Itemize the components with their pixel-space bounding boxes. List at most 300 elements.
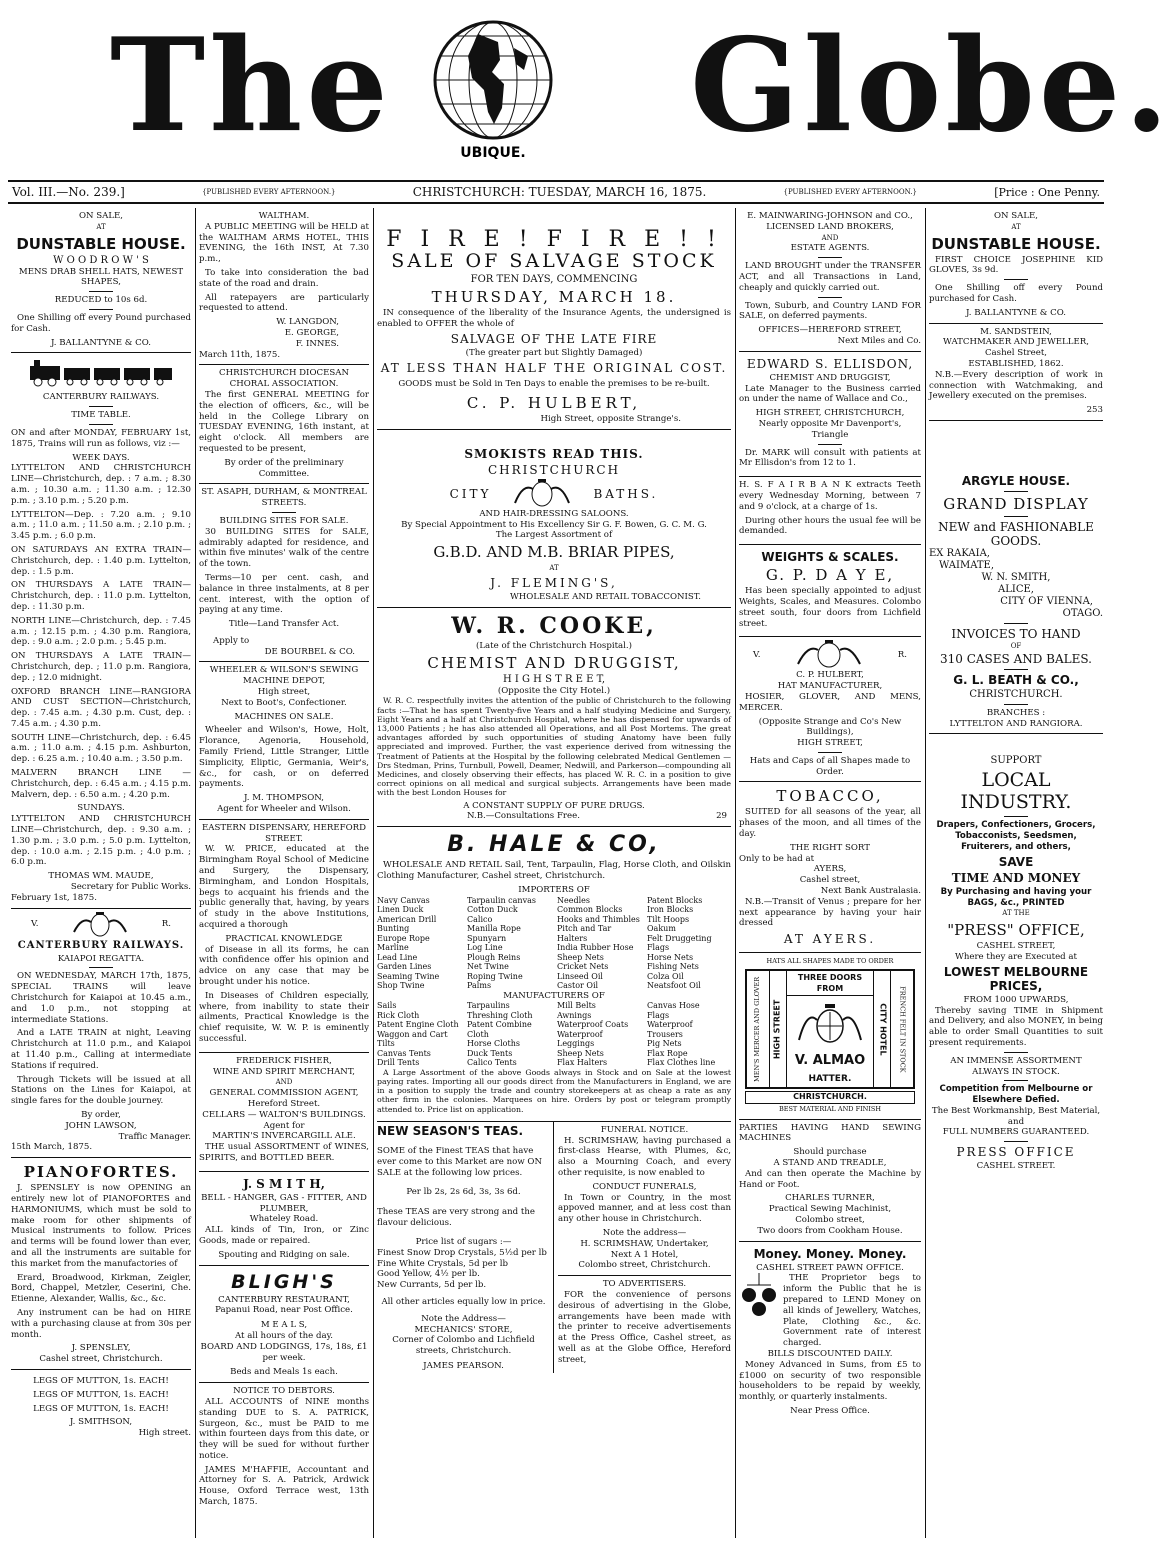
weights-scales-ad [739, 545, 921, 637]
list-item: Patent Blocks [647, 895, 703, 905]
ad-line: CASHEL STREET PAWN OFFICE. [756, 1262, 904, 1273]
ad-text: FOR the convenience of persons desirous of advertising in the Globe, arrangements have been made with the printer to receive advertisements at the Press Office, Cashel street, as well as at the Globe Office, Hereford street, [558, 1290, 731, 1365]
ad-text: In Town or Country, in the most appoved manner, and at less cost than any other house in Christchurch. [558, 1192, 731, 1225]
almao-hatter-ad [739, 953, 921, 1119]
list-item: Iron Blocks [647, 905, 694, 915]
ad-line: Two doors from Cookham House. [757, 1225, 903, 1236]
kaiapoi-regatta-ad [11, 909, 191, 1159]
list-item: Awnings [557, 1010, 592, 1020]
list-item: Waggon and Cart Tilts [377, 1029, 448, 1049]
list-column [377, 1001, 461, 1068]
list-item: Canvas Hose [647, 1001, 700, 1011]
ad-line: Cashel street, Christchurch. [39, 1354, 163, 1365]
ad-heading: F I R E ! F I R E ! ! [386, 227, 722, 252]
funeral-and-advertisers [558, 1122, 731, 1373]
ad-line: SAVE [998, 854, 1034, 869]
royal-arms-icon [511, 479, 573, 509]
ad-text: Dr. MARK will consult with patients at Mr Ellisdon's from 12 to 1. [739, 447, 921, 469]
ad-line: CHRISTCHURCH. [969, 688, 1063, 700]
list-item: Sheep Nets [557, 1048, 604, 1058]
ad-line: CELLARS — WALTON'S BUILDINGS. [202, 1109, 366, 1120]
pianofortes-ad [11, 1158, 191, 1370]
divider [89, 424, 113, 425]
ad-line: All other articles equally low in price. [381, 1297, 546, 1308]
ad-line: V. [31, 919, 39, 930]
divider [272, 512, 296, 513]
royal-arms-icon [70, 912, 130, 938]
ad-line: By order of the preliminary Committee. [224, 457, 344, 479]
ad-line: Practical Sewing Machinist, [768, 1204, 892, 1215]
ad-heading: V. ALMAO [794, 1052, 866, 1068]
list-item: Plough Reins [467, 952, 521, 962]
plumber-ad [199, 1172, 369, 1266]
ad-heading: B. HALE & CO, [447, 832, 661, 858]
ad-line: FOR TEN DAYS, COMMENCING [470, 273, 638, 285]
choral-association-ad [199, 365, 369, 484]
divider [818, 297, 842, 298]
ad-text: ALL kinds of Tin, Iron, or Zinc Goods, made or repaired. [199, 1225, 369, 1246]
list-item: Tarpaulins [467, 1001, 510, 1011]
train-icon [26, 360, 176, 388]
ad-line: High Street, opposite Strange's. [540, 413, 681, 424]
ad-line: LEGS OF MUTTON, 1s. EACH! [33, 1375, 169, 1386]
ad-line: KAIAPOI REGATTA. [57, 953, 145, 964]
ad-heading: TO ADVERTISERS. [602, 1279, 687, 1290]
ad-text: A Large Assortment of the above Goods always in Stock and on Sale at the lowest paying rates. Importing all our goods direct from the Manufacturers in England, we are in a position to supply the trade and country storekeepers at as cheap a rate as any other firm in the colonies. Marquees on hire. Orders by post or telegram promptly attended to. Price list on application. [377, 1067, 731, 1114]
ad-signature: J. BALLANTYNE & CO. [965, 307, 1067, 318]
ad-line: Colombo street, Christchurch. [578, 1260, 711, 1271]
divider [89, 406, 113, 407]
ad-line: Agent for Wheeler and Wilson. [217, 804, 351, 815]
sewing-machines-stand-ad [739, 1120, 921, 1242]
ad-text: The first GENERAL MEETING for the election of officers, &c., will be held in the College Library on TUESDAY EVENING, 16th instant, at eight o'clock. All members are requested to be present, [199, 389, 369, 454]
ad-line: (The greater part but Slightly Damaged) [465, 348, 643, 359]
ad-line: The Largest Assortment of [495, 530, 613, 541]
ad-heading: SMOKISTS READ THIS. [464, 446, 644, 461]
ad-text: And a LATE TRAIN at night, Leaving Christchurch at 11.0 p.m., and Kaiapoi at 11.40 p.m., Calling at intermediate Stations if required. [11, 1028, 191, 1071]
ad-line: SUNDAYS. [77, 803, 125, 814]
ad-text: Any instrument can be had on HIRE with a purchasing clause at from 30s per month. [11, 1307, 191, 1340]
ad-line: OTAGO. [1062, 607, 1103, 619]
ad-line: GENERAL COMMISSION AGENT, [209, 1088, 359, 1099]
ad-heading: W. R. COOKE, [451, 612, 657, 639]
ellisdon-chemist-ad [739, 352, 921, 477]
wine-merchant-ad [199, 1053, 369, 1172]
ad-heading: BLIGH'S [231, 1270, 337, 1293]
list-item: Oakum [647, 924, 676, 934]
ad-signature: J. M. THOMPSON, [244, 793, 324, 804]
list-item: Europe Rope [377, 933, 430, 943]
divider [1004, 623, 1028, 624]
ad-line: ALWAYS IN STOCK. [972, 1066, 1060, 1077]
ad-line: 253 [1086, 405, 1103, 416]
argyle-house-ad [929, 421, 1103, 734]
list-item: Tarpaulin canvas [467, 895, 536, 905]
funeral-notice-ad [558, 1122, 731, 1276]
ad-line: By Purchasing and having your BAGS, &c., PRINTED [940, 886, 1092, 908]
timetable-line: NORTH LINE—Christchurch, dep. : 7.45 a.m. ; 12.15 p.m. ; 4.30 p.m. Rangiora, dep. : 9.0 a.m. ; 2.0 p.m. ; 5.45 p.m. [11, 615, 191, 648]
ad-line: AT [96, 222, 106, 231]
ad-line: Should purchase [793, 1147, 867, 1158]
ad-heading: PIANOFORTES. [23, 1163, 179, 1182]
land-brokers-ad [739, 208, 921, 352]
ad-line: W O O D R O W ' S [53, 254, 149, 266]
notice-to-debtors-ad [199, 1383, 369, 1515]
ad-line: MANUFACTURERS OF [503, 990, 605, 1001]
masthead-title-left: The [110, 11, 392, 161]
column-5 [926, 208, 1106, 1538]
ad-text: PARTIES HAVING HAND SEWING MACHINES [739, 1122, 921, 1144]
ad-line: BRANCHES : [986, 707, 1046, 718]
divider [1004, 1080, 1028, 1081]
ad-line: GRAND DISPLAY [943, 494, 1089, 513]
royal-arms-icon [795, 1004, 865, 1048]
column-3 [374, 208, 734, 1538]
fire-sale-ad [377, 208, 731, 430]
ad-line: R. [897, 649, 907, 660]
list-item: Rick Cloth [377, 1010, 420, 1020]
ad-line: BELL - HANGER, GAS - FITTER, AND PLUMBER, [201, 1192, 367, 1214]
ad-line: NEW and FASHIONABLE [938, 519, 1094, 534]
ad-line: Cashel street, [799, 875, 861, 886]
list-column [557, 896, 641, 991]
list-column [377, 896, 461, 991]
list-item: India Rubber Hose [557, 943, 634, 953]
ad-line: LYTTELTON AND RANGIORA. [949, 718, 1083, 729]
ad-text: N.B.—Every description of work in connection with Watchmaking, and Jewellery executed on the premises. [929, 369, 1103, 402]
ad-line: Traffic Manager. [118, 1131, 191, 1142]
list-item: Flax Rope [647, 1048, 688, 1058]
b-hale-ad [377, 827, 731, 1122]
ad-text: Wheeler and Wilson's, Howe, Holt, Florance, Agenoria, Household, Family Friend, Little Stranger, Little Simplicity, Eliptic, Germania, Weir's, &c., for cash, or on deferred payments. [199, 725, 369, 790]
ad-signature: JOHN LAWSON, [65, 1120, 137, 1131]
chemist-cooke-ad [377, 608, 731, 827]
ad-line: MEN'S MERCER AND GLOVER [753, 976, 762, 1082]
list-item: Calico [467, 914, 493, 924]
ad-date: March 11th, 1875. [199, 349, 281, 360]
ad-line: CHRISTCHURCH [487, 462, 621, 477]
hat-manufacturer-ad [739, 637, 921, 782]
watchmaker-ad [929, 324, 1103, 421]
list-item: Fishing Nets [647, 962, 699, 972]
ad-text: THE Proprietor begs to inform the Public that he is prepared to LEND Money on all kinds of Jewellery, Watches, Plate, Clothing &c., &c. Government rate of interest charged. [783, 1273, 921, 1349]
ad-line: Beds and Meals 1s each. [230, 1367, 338, 1378]
ad-line: CITY [449, 486, 492, 501]
city-baths-ad [377, 430, 731, 608]
ad-line: HIGH STREET, CHRISTCHURCH, [755, 408, 905, 419]
ad-signature: E. GEORGE, [284, 327, 339, 338]
ad-line: Title—Land Transfer Act. [228, 619, 340, 630]
list-item: Linseed Oil [557, 971, 603, 981]
ad-line: Next Miles and Co. [837, 335, 921, 346]
ad-line: Spouting and Ridging on sale. [218, 1249, 350, 1260]
list-item: Mill Belts [557, 1001, 596, 1011]
divider [1004, 516, 1028, 517]
ad-line: A CONSTANT SUPPLY OF PURE DRUGS. [463, 800, 645, 811]
list-item: Seaming Twine [377, 971, 440, 981]
ad-line: Papanui Road, near Post Office. [215, 1305, 353, 1316]
dunstable-house-ad [11, 208, 191, 353]
ad-line: HAT MANUFACTURER, [777, 681, 883, 692]
ad-line: CANTERBURY RESTAURANT, [218, 1294, 350, 1305]
ad-line: BEST MATERIAL AND FINISH [778, 1104, 882, 1113]
ad-text: And can then operate the Machine by Hand or Foot. [739, 1168, 921, 1190]
list-item: Patent Combine Cloth [467, 1020, 532, 1039]
list-item: Good Yellow, 4½ per lb. [377, 1269, 480, 1280]
ad-signature: JAMES M'HAFFIE, Accountant and Attorney for S. A. Patrick, Ardwick House, Oxford Terrace west, 13th March, 1875. [199, 1464, 369, 1508]
waltham-meeting-ad [199, 208, 369, 365]
ad-signature: DE BOURBEL & CO. [264, 646, 355, 657]
bottom-split [377, 1122, 731, 1373]
ad-line: BATHS. [593, 486, 659, 501]
ad-heading: FUNERAL NOTICE. [600, 1124, 689, 1135]
ad-line: ESTATE AGENTS. [790, 243, 870, 254]
ad-line: Competition from Melbourne or Elsewhere Defied. [939, 1084, 1093, 1106]
timetable-line: ON SATURDAYS AN EXTRA TRAIN—Christchurch, dep. : 1.40 p.m. Lyttelton, dep. : 1.5 p.m. [11, 544, 191, 577]
timetable-line: LYTTELTON—Dep. : 7.20 a.m. ; 9.10 a.m. ; 11.0 a.m. ; 11.50 a.m. ; 2.10 p.m. ; 3.45 p.m. ; 6.0 p.m. [11, 509, 191, 542]
published-note-right: {PUBLISHED EVERY AFTERNOON.} [783, 188, 917, 196]
ad-text: ALL ACCOUNTS of NINE months standing DUE to S. A. PATRICK, Surgeon, &c., must be PAID to me within fourteen days from this date, or they will be sued for without further notice. [199, 1396, 369, 1461]
ad-line: Drapers, Confectioners, Grocers, Tobacconists, Seedsmen, Fruiterers, and others, [936, 820, 1096, 852]
list-item: Horse Nets [647, 952, 694, 962]
divider [89, 309, 113, 310]
ad-text: H. S. F A I R B A N K extracts Teeth every Wednesday Morning, between 7 and 9 o'clock, at a charge of 1s. [739, 480, 921, 512]
list-item: Sails [377, 1001, 397, 1011]
list-item: Navy Canvas [377, 895, 430, 905]
legs-of-mutton-ad [11, 1370, 191, 1443]
ad-line: Next to Boot's, Confectioner. [221, 697, 347, 708]
city-date: CHRISTCHURCH: TUESDAY, MARCH 16, 1875. [412, 185, 707, 199]
ad-signature: J. SPENSLEY, [71, 1343, 131, 1354]
ad-text: LAND BROUGHT under the TRANSFER ACT, and all Transactions in Land, cheaply and quickly carried out. [739, 261, 921, 293]
dateline [8, 180, 1104, 204]
ad-text: Money Advanced in Sums, from £5 to £1000 on security of two responsible householders to be repaid by weekly, monthly, or quarterly instalments. [739, 1359, 921, 1403]
pawn-balls-icon [739, 1273, 779, 1319]
ad-text: WHOLESALE AND RETAIL Sail, Tent, Tarpaulin, Flag, Horse Cloth, and Oilskin Clothing Manufacturer, Cashel street, Christchurch. [377, 860, 731, 881]
ad-heading: EDWARD S. ELLISDON, [746, 356, 914, 371]
list-item: Colza Oil [647, 971, 684, 981]
divider [1004, 816, 1028, 817]
ad-line: CHRISTCHURCH. [745, 1091, 915, 1104]
ad-signature: JAMES PEARSON. [423, 1361, 504, 1372]
ad-text: of Disease in all its forms, he can with confidence offer his opinion and advice on any case that may be brought under his notice. [199, 944, 369, 987]
ad-text: All ratepayers are particularly requested to attend. [199, 292, 369, 314]
list-item: Palms [467, 981, 492, 991]
ad-text: FIRST CHOICE JOSEPHINE KID GLOVES, 3s 9d. [929, 254, 1103, 276]
list-item: Shop Twine [377, 981, 425, 991]
ad-heading: WHEELER & WILSON'S SEWING MACHINE DEPOT, [209, 665, 359, 687]
list-item: Neatsfoot Oil [647, 981, 701, 991]
ad-heading: CANTERBURY RAILWAYS. [42, 392, 160, 403]
ad-line: AT AYERS. [783, 932, 877, 947]
list-item: Flax Halters [557, 1058, 608, 1068]
ad-line: Price list of sugars :— [415, 1237, 512, 1248]
ad-line: IMPORTERS OF [518, 884, 590, 895]
ad-line: TIME AND MONEY [951, 870, 1081, 885]
masthead-motto: UBIQUE. [460, 145, 526, 161]
ad-heading: DUNSTABLE HOUSE. [931, 234, 1101, 253]
ad-heading: NOTICE TO DEBTORS. [233, 1386, 335, 1397]
column-1 [8, 208, 194, 1538]
masthead-title-right: Globe. [690, 11, 1173, 161]
list-item: Horse Cloths [467, 1039, 520, 1049]
list-item: Felt Druggeting [647, 933, 712, 943]
ad-signature: G. L. BEATH & CO., [953, 672, 1079, 687]
divider [1004, 1141, 1028, 1142]
globe-icon [418, 12, 568, 162]
ad-line: LICENSED LAND BROKERS, [766, 221, 894, 232]
ad-line: N.B.—Consultations Free. [467, 811, 580, 822]
ad-heading: NEW SEASON'S TEAS. [377, 1123, 524, 1138]
ad-line: FULL NUMBERS GUARANTEED. [942, 1127, 1090, 1138]
ad-heading: C. P. HULBERT, [796, 670, 864, 681]
list-item: Halters [557, 933, 588, 943]
list-item: Needles [557, 895, 590, 905]
list-column [467, 1001, 551, 1068]
ad-signature: J. FLEMING'S, [490, 575, 618, 590]
ad-text: J. SPENSLEY is now OPENING an entirely new lot of PIANOFORTES and HARMONIUMS, which must be sold to make room for other shipments of Musical instruments to follow. Prices and terms will be found lower than ever, and all the instruments are suitable for this market from the manufactories of [11, 1183, 191, 1269]
ad-text: One Shilling off every Pound purchased for Cash. [929, 283, 1103, 304]
to-advertisers-ad [558, 1276, 731, 1372]
list-item: Net Twine [467, 962, 509, 972]
ad-heading: M. SANDSTEIN, [980, 326, 1052, 337]
list-column [557, 1001, 641, 1068]
ad-line: CHEMIST AND DRUGGIST, [769, 372, 891, 383]
timetable-line: MALVERN BRANCH LINE — Christchurch, dep. : 6.45 a.m. ; 4.15 p.m. Malvern, dep. : 6.50 a.m. ; 4.20 p.m. [11, 768, 191, 800]
ad-heading: FREDERICK FISHER, [236, 1055, 332, 1066]
ad-text: THE usual ASSORTMENT of WINES, SPIRITS, and BOTTLED BEER. [199, 1142, 369, 1163]
ad-text: During other hours the usual fee will be demanded. [739, 515, 921, 537]
ad-text: IN consequence of the liberality of the Insurance Agents, the undersigned is enabled to OFFER the whole of [377, 307, 731, 329]
ad-line: AT [549, 564, 559, 573]
divider [89, 967, 113, 968]
ad-line: MENS DRAB SHELL HATS, NEWEST SHAPES, [18, 266, 184, 288]
ad-line: BILLS DISCOUNTED DAILY. [767, 1348, 893, 1359]
ad-line: WAIMATE, [939, 559, 995, 571]
ad-line: MECHANICS' STORE, [414, 1324, 513, 1335]
ad-line: AND [275, 1078, 293, 1087]
ad-line: HATTER. [808, 1074, 852, 1085]
ad-text: Through Tickets will be issued at all Stations on the Lines for Kaiapoi, at single fares for the double journey. [11, 1074, 191, 1107]
ad-line: R. [161, 919, 171, 930]
ad-heading: CHRISTCHURCH DIOCESAN CHORAL ASSOCIATION. [219, 368, 349, 390]
ad-line: AT LESS THAN HALF THE ORIGINAL COST. [380, 361, 728, 376]
ad-text: ON WEDNESDAY, MARCH 17th, 1875, SPECIAL TRAINS will leave Christchurch for Kaiapoi at 10.45 a.m., and 1.0 p.m., not stopping at intermediate Stations. [11, 971, 191, 1025]
ad-line: HIGH STREET, [797, 738, 863, 749]
list-item: Linen Duck [377, 905, 424, 915]
list-item: Drill Tents [377, 1058, 420, 1068]
ad-line: BUILDING SITES FOR SALE. [219, 515, 349, 526]
ad-text: In Diseases of Children especially, where, from inability to state their ailments, Practical Knowledge is the chief requisite, W. W. P. is eminently successful. [199, 990, 369, 1044]
ad-text: Thereby saving TIME in Shipment and Delivery, and also MONEY, in being able to order Small Quantities to suit present requirements. [929, 1005, 1103, 1048]
ad-line: INVOICES TO HAND [951, 626, 1081, 641]
ad-line: PRACTICAL KNOWLEDGE [225, 933, 343, 944]
dunstable-house-gloves-ad [929, 208, 1103, 324]
ad-line: Colombo street, [795, 1215, 865, 1226]
ad-heading: PRESS OFFICE [956, 1145, 1076, 1160]
ad-line: G.B.D. AND M.B. BRIAR PIPES, [433, 543, 675, 562]
ad-line: (Opposite Strange and Co's New Buildings), [758, 716, 902, 738]
ad-line: The Best Workmanship, Best Material, [931, 1105, 1101, 1116]
ad-text: Erard, Broadwood, Kirkman, Zeigler, Bord, Chappel, Metzler, Ceserini, Che. Etienne, Alexander, Wallis, &c., &c. [11, 1272, 191, 1305]
eastern-dispensary-ad [199, 820, 369, 1053]
timetable-line: LYTTELTON AND CHRISTCHURCH LINE—Christchurch, dep. : 9.30 a.m. ; 1.30 p.m. ; 3.0 p.m. ; 5.0 p.m. Lyttelton, dep. : 10.0 a.m. ; 2.15 p.m. ; 4.0 p.m. ; 6.0 p.m. [11, 814, 191, 868]
ad-line: CITY OF VIENNA, [1000, 595, 1093, 607]
ad-signature: J. BALLANTYNE & CO. [50, 337, 152, 348]
ad-line: 29 [716, 811, 727, 822]
divider [1004, 669, 1028, 670]
ad-line: (Opposite the City Hotel.) [497, 685, 611, 696]
ad-line: Where they are Executed at [955, 951, 1077, 962]
ad-line: Next Bank Australasia. [820, 886, 921, 897]
ad-line: Only to be had at [739, 853, 815, 864]
ad-text: ON and after MONDAY, FEBRUARY 1st, 1875, Trains will run as follows, viz :— [11, 427, 191, 449]
ad-line: Per lb 2s, 2s 6d, 3s, 3s 6d. [406, 1187, 521, 1198]
list-item: Bunting [377, 924, 410, 934]
ad-signature: CHARLES TURNER, [785, 1193, 875, 1204]
ad-line: Secretary for Public Works. [70, 882, 191, 893]
ad-line: SUPPORT [990, 755, 1042, 767]
divider [1004, 491, 1028, 492]
list-item: Pig Nets [647, 1039, 682, 1049]
ad-line: 310 CASES AND BALES. [939, 651, 1092, 666]
list-item: Finest Snow Drop Crystals, 5½d per lb [377, 1247, 547, 1258]
list-item: Pitch and Tar [557, 924, 612, 934]
list-item: Garden Lines [377, 962, 432, 972]
price: [Price : One Penny. [994, 185, 1100, 199]
list-column [647, 896, 731, 991]
ad-line: CASHEL STREET, [976, 941, 1056, 952]
list-item: Castor Oil [557, 981, 599, 991]
divider [818, 257, 842, 258]
ad-text: W. W. PRICE, educated at the Birmingham Royal School of Medicine and Surgery, the Dispensary, Birmingham, and London Hospitals, begs to acquaint his friends and the public generally that, having, by years of study in the above Institutions, acquired a thorough [199, 844, 369, 931]
ad-line: High street. [138, 1428, 191, 1439]
ad-line: FRENCH FELT IN STOCK [898, 985, 907, 1073]
divider [89, 291, 113, 292]
ad-heading: EASTERN DISPENSARY, HEREFORD STREET. [201, 822, 367, 844]
railways-timetable-ad [11, 353, 191, 908]
ad-date: February 1st, 1875. [11, 892, 97, 903]
ad-heading: WEIGHTS & SCALES. [761, 550, 899, 565]
ad-heading: E. MAINWARING-JOHNSON and CO., [747, 211, 913, 221]
volume-number: Vol. III.—No. 239.] [12, 185, 125, 199]
list-column [647, 1001, 731, 1068]
ad-line: SALVAGE OF THE LATE FIRE [450, 332, 658, 347]
ad-line: GOODS. [990, 533, 1042, 548]
list-item: Threshing Cloth [467, 1010, 533, 1020]
list-item: Patent Engine Cloth [377, 1020, 459, 1030]
ad-line: LEGS OF MUTTON, 1s. EACH! [33, 1403, 169, 1414]
ad-line: Nearly opposite Mr Davenport's, Triangle [758, 418, 902, 440]
list-item: Calico Tents [467, 1058, 517, 1068]
ad-line: CASHEL STREET. [976, 1161, 1056, 1172]
divider [818, 752, 842, 753]
ad-text: One Shilling off every Pound purchased for Cash. [11, 312, 191, 334]
list-item: Tilt Hoops [647, 914, 690, 924]
dentist-ad [739, 477, 921, 545]
divider [1004, 279, 1028, 280]
timetable-line: LYTTELTON AND CHRISTCHURCH LINE—Christchurch, dep. : 7 a.m. ; 8.30 a.m. ; 10.30 a.m. ; 11.30 a.m. ; 12.30 p.m. ; 3.10 p.m. ; 5.20 p.m. [11, 463, 191, 506]
ad-heading: J. S M I T H, [243, 1176, 325, 1191]
ad-text: 30 BUILDING SITES for SALE, admirably adapted for residence, and within five minutes' walk of the centre of the town. [199, 526, 369, 570]
ad-signature: H. SCRIMSHAW, Undertaker, [580, 1238, 709, 1249]
ad-line: "PRESS" OFFICE, [947, 921, 1085, 940]
ad-line: HIGH STREET [772, 999, 782, 1059]
list-item: Duck Tents [467, 1048, 513, 1058]
ad-line: By Special Appointment to His Excellency Sir G. F. Bowen, G. C. M. G. [401, 519, 707, 530]
list-column [467, 896, 551, 991]
tobacco-ad [739, 782, 921, 953]
